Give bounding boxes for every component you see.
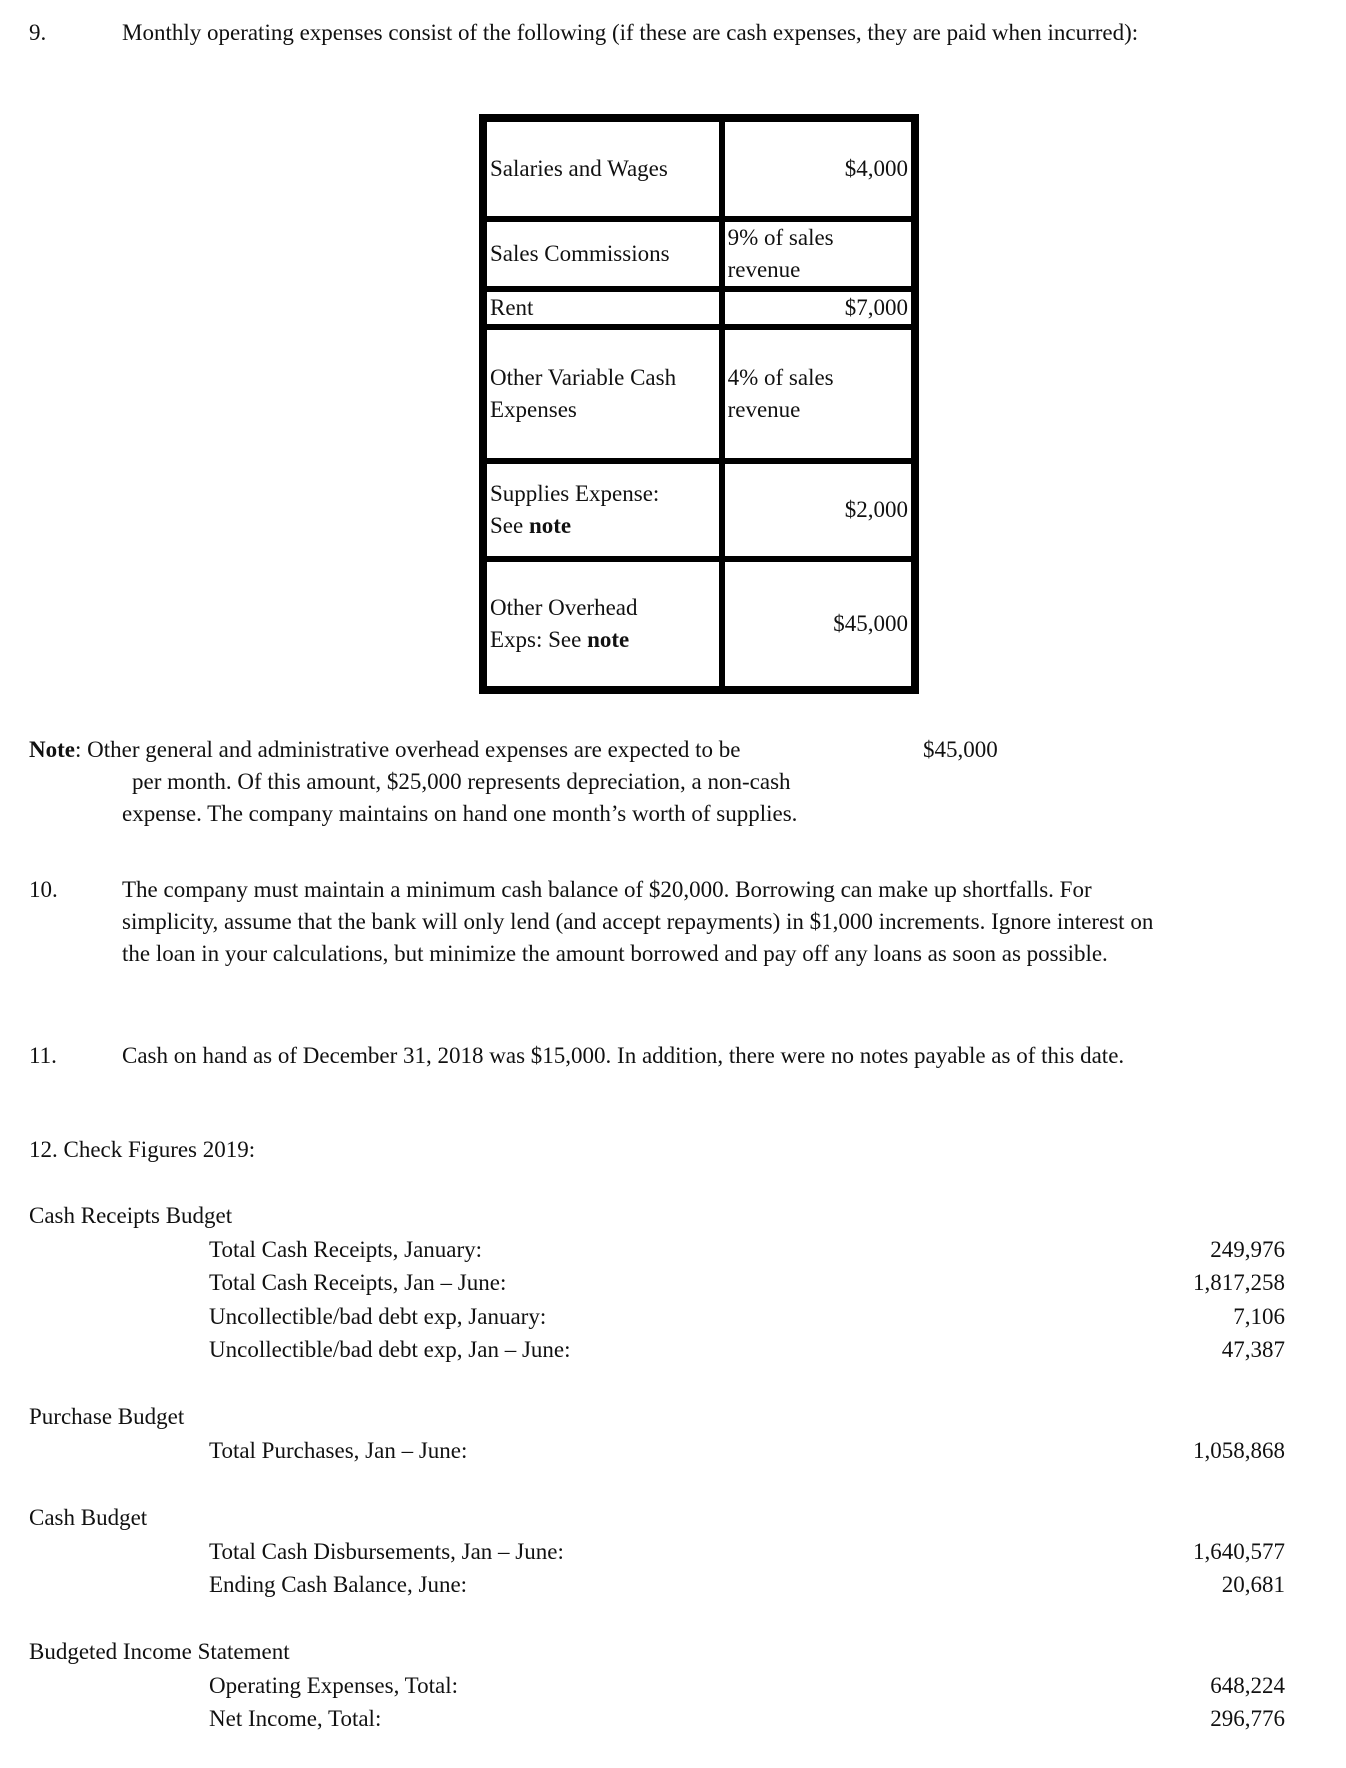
- item-10-number: 10.: [29, 877, 58, 902]
- expense-value-text: $2,000: [844, 497, 908, 522]
- note-line-1: [29, 733, 740, 766]
- check-figure-value: 648,224: [1210, 1673, 1285, 1698]
- expense-label-line: [490, 510, 716, 542]
- item-9-number: 9.: [29, 20, 47, 45]
- section-title-income-statement: Budgeted Income Statement: [29, 1639, 290, 1664]
- check-figure-label: Total Cash Receipts, January:: [209, 1237, 483, 1262]
- expense-label: [484, 289, 722, 327]
- item-10-line-1: The company must maintain a minimum cash balance of $20,000. Borrowing can make up shortfalls. For: [122, 877, 1092, 902]
- check-figure-label: Total Purchases, Jan – June:: [209, 1438, 468, 1463]
- expense-value-text: $45,000: [833, 611, 908, 636]
- expense-label: [484, 119, 722, 219]
- check-figure-value: 7,106: [1233, 1304, 1285, 1329]
- check-figure-value: 1,817,258: [1193, 1270, 1285, 1295]
- note-amount: $45,000: [923, 737, 998, 762]
- expense-label-line: Supplies Expense:: [490, 481, 660, 506]
- expense-label-prefix: Exps: See: [490, 627, 588, 652]
- expense-value-line: 4% of sales: [727, 365, 834, 390]
- item-11-text: Cash on hand as of December 31, 2018 was $15,000. In addition, there were no notes payable as of this date.: [122, 1043, 1125, 1068]
- check-figure-label: Ending Cash Balance, June:: [209, 1572, 468, 1597]
- expense-label-text: Rent: [490, 295, 534, 320]
- expense-value: [722, 327, 914, 461]
- item-9-text: Monthly operating expenses consist of the following (if these are cash expenses, they are paid when incurred):: [122, 20, 1139, 45]
- table-row: [484, 289, 914, 327]
- table-row: [484, 119, 914, 219]
- section-title-purchase: Purchase Budget: [29, 1404, 185, 1429]
- check-figure-label: Total Cash Receipts, Jan – June:: [209, 1270, 507, 1295]
- check-figure-label: Uncollectible/bad debt exp, January:: [209, 1304, 547, 1329]
- operating-expenses-table: [479, 114, 919, 694]
- note-reference: note: [528, 513, 572, 538]
- expense-label: [484, 219, 722, 289]
- check-figure-label: Uncollectible/bad debt exp, Jan – June:: [209, 1337, 571, 1362]
- check-figure-value: 296,776: [1210, 1706, 1285, 1731]
- expense-label: [484, 461, 722, 559]
- note-label: Note: [29, 737, 75, 762]
- expense-value: [722, 219, 914, 289]
- check-figure-value: 249,976: [1210, 1237, 1285, 1262]
- check-figure-value: 47,387: [1221, 1337, 1285, 1362]
- expense-value-line: revenue: [727, 257, 801, 282]
- expense-value-line: 9% of sales: [727, 225, 834, 250]
- expense-value: [722, 559, 914, 689]
- expense-value-text: $4,000: [844, 156, 908, 181]
- expense-label-line: Other Variable Cash: [490, 365, 677, 390]
- item-10-line-2: simplicity, assume that the bank will only lend (and accept repayments) in $1,000 increments. Ignore interest on: [122, 909, 1154, 934]
- item-11-number: 11.: [29, 1043, 57, 1068]
- expense-label-prefix: See: [490, 513, 529, 538]
- expense-value: [722, 461, 914, 559]
- table-row: [484, 219, 914, 289]
- expense-value: [722, 289, 914, 327]
- table-row: [484, 327, 914, 461]
- check-figure-label: Net Income, Total:: [209, 1706, 382, 1731]
- item-12-heading: 12. Check Figures 2019:: [29, 1137, 256, 1162]
- section-title-cash-receipts: Cash Receipts Budget: [29, 1203, 233, 1228]
- check-figure-value: 20,681: [1221, 1572, 1285, 1597]
- expense-label-line: Other Overhead: [490, 595, 638, 620]
- expense-label-line: [490, 624, 716, 656]
- note-line-2: per month. Of this amount, $25,000 represents depreciation, a non-cash: [132, 769, 791, 794]
- expense-label-line: Expenses: [490, 397, 577, 422]
- expense-label: [484, 327, 722, 461]
- check-figure-label: Operating Expenses, Total:: [209, 1673, 458, 1698]
- note-text: : Other general and administrative overhead expenses are expected to be: [74, 737, 741, 762]
- table-row: [484, 461, 914, 559]
- note-reference: note: [587, 627, 630, 652]
- check-figure-label: Total Cash Disbursements, Jan – June:: [209, 1539, 564, 1564]
- expense-value-text: $7,000: [844, 295, 908, 320]
- expense-label-text: Sales Commissions: [490, 241, 670, 266]
- expense-value-line: revenue: [727, 397, 801, 422]
- note-line-3: expense. The company maintains on hand one month’s worth of supplies.: [122, 801, 798, 826]
- table-row: [484, 559, 914, 689]
- expense-label: [484, 559, 722, 689]
- expense-value: [722, 119, 914, 219]
- check-figure-value: 1,058,868: [1193, 1438, 1285, 1463]
- section-title-cash-budget: Cash Budget: [29, 1505, 148, 1530]
- check-figure-value: 1,640,577: [1193, 1539, 1285, 1564]
- expense-label-text: Salaries and Wages: [490, 156, 668, 181]
- item-10-line-3: the loan in your calculations, but minimize the amount borrowed and pay off any loans as soon as possible.: [122, 941, 1108, 966]
